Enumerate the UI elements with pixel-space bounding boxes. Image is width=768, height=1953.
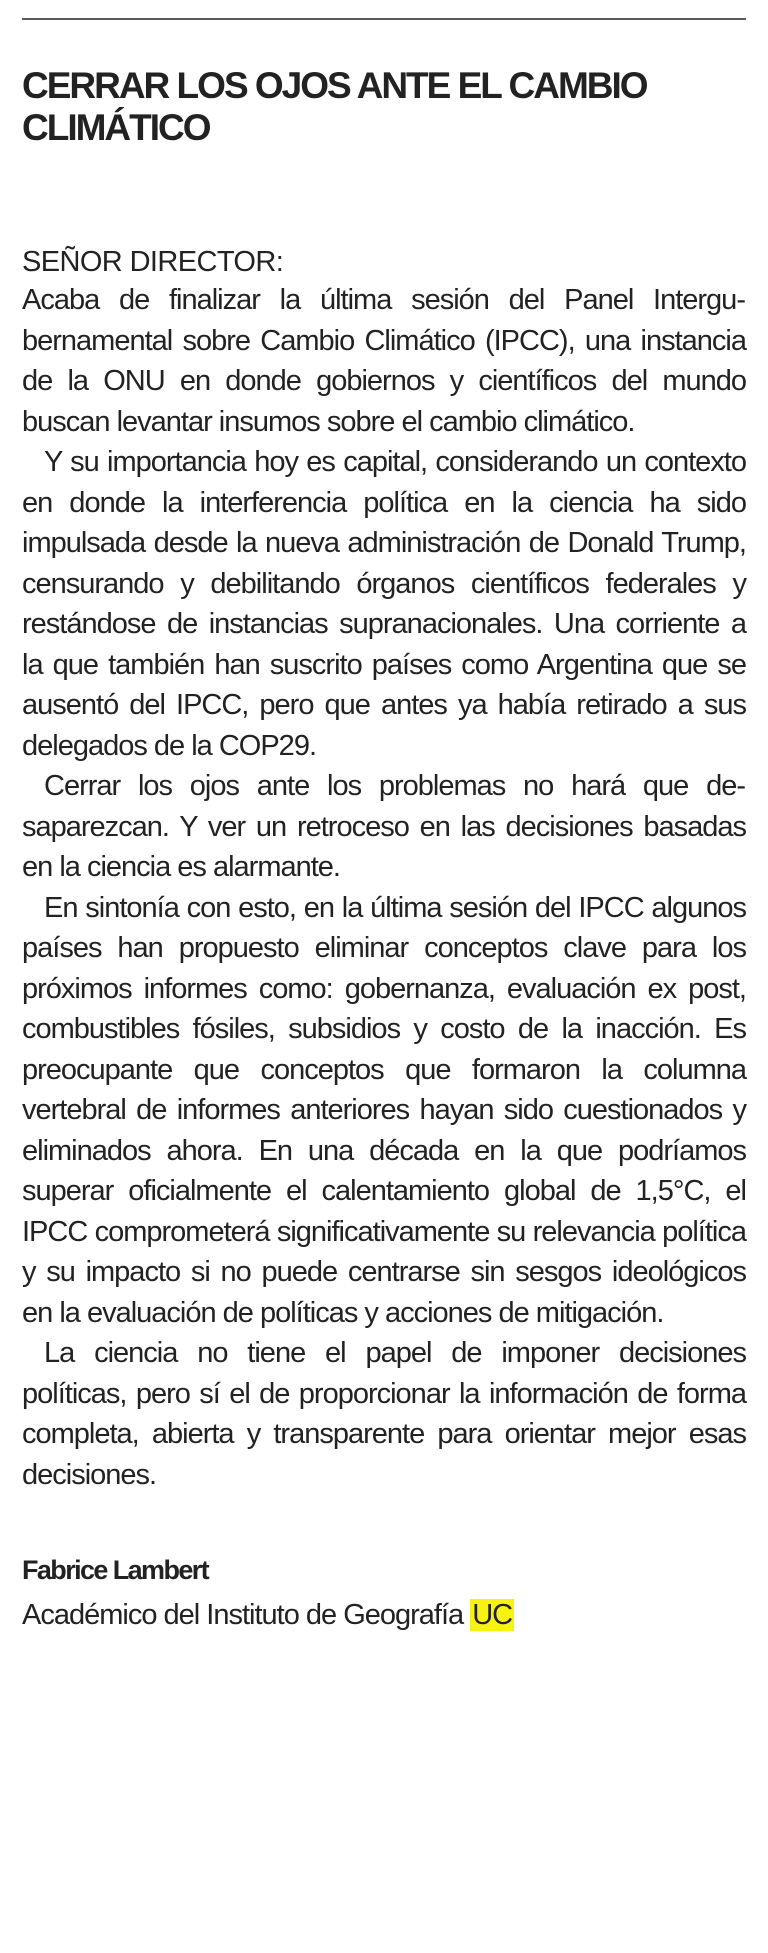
letter-body — [22, 280, 746, 1495]
highlighted-institution: UC — [472, 1599, 513, 1631]
paragraph-4: En sintonía con esto, en la última sesión del IPCC algunos países han propuesto eliminar conceptos clave para los próximos informes como: gobernanza, evaluación ex post, combustibles fósiles, subsidios y costo de la inacción. Es preocupante que conceptos que formaron la columna vertebral de informes anteriores hayan sido cuestionados y eliminados ahora. En una década en la que podríamos superar oficialmente el calentamiento global de 1,5°C, el IPCC comprometerá significativamente su relevancia política y su impacto si no puede centrarse sin sesgos ideológicos en la evaluación de políticas y acciones de mitigación. — [22, 891, 746, 1329]
paragraph-3: Cerrar los ojos ante los problemas no hará que desaparezcan. Y ver un retroceso en las decisiones basadas en la ciencia es alarmante. — [22, 770, 746, 883]
author-name: Fabrice Lambert — [22, 1555, 209, 1585]
letter-to-editor — [22, 65, 746, 1633]
paragraph-5: La ciencia no tiene el papel de imponer decisiones políticas, pero sí el de proporcionar la información de forma completa, abierta y transparente para orientar mejor esas decisiones. — [22, 1337, 746, 1491]
top-rule — [22, 18, 746, 20]
headline: CERRAR LOS OJOS ANTE EL CAMBIO CLIMÁTICO — [22, 65, 647, 148]
affiliation-text: Académico del Instituto de Geografía — [22, 1599, 471, 1631]
paragraph-2: Y su importancia hoy es capital, considerando un contexto en donde la interferencia política en la ciencia ha sido impulsada desde la nueva administración de Donald Trump, censurando y debilitando órganos científicos federales y restándose de instancias supranacionales. Una corriente a la que también han suscrito países como Argentina que se ausentó del IPCC, pero que antes ya había retirado a sus delegados de la COP29. — [22, 446, 746, 762]
paragraph-1: Acaba de finalizar la última sesión del Panel Intergubernamental sobre Cambio Climático (IPCC), una instancia de la ONU en donde gobiernos y científicos del mundo buscan levantar insumos sobre el cambio climático. — [22, 284, 746, 438]
author-affiliation — [22, 1597, 746, 1633]
salutation: SEÑOR DIRECTOR: — [22, 246, 284, 278]
